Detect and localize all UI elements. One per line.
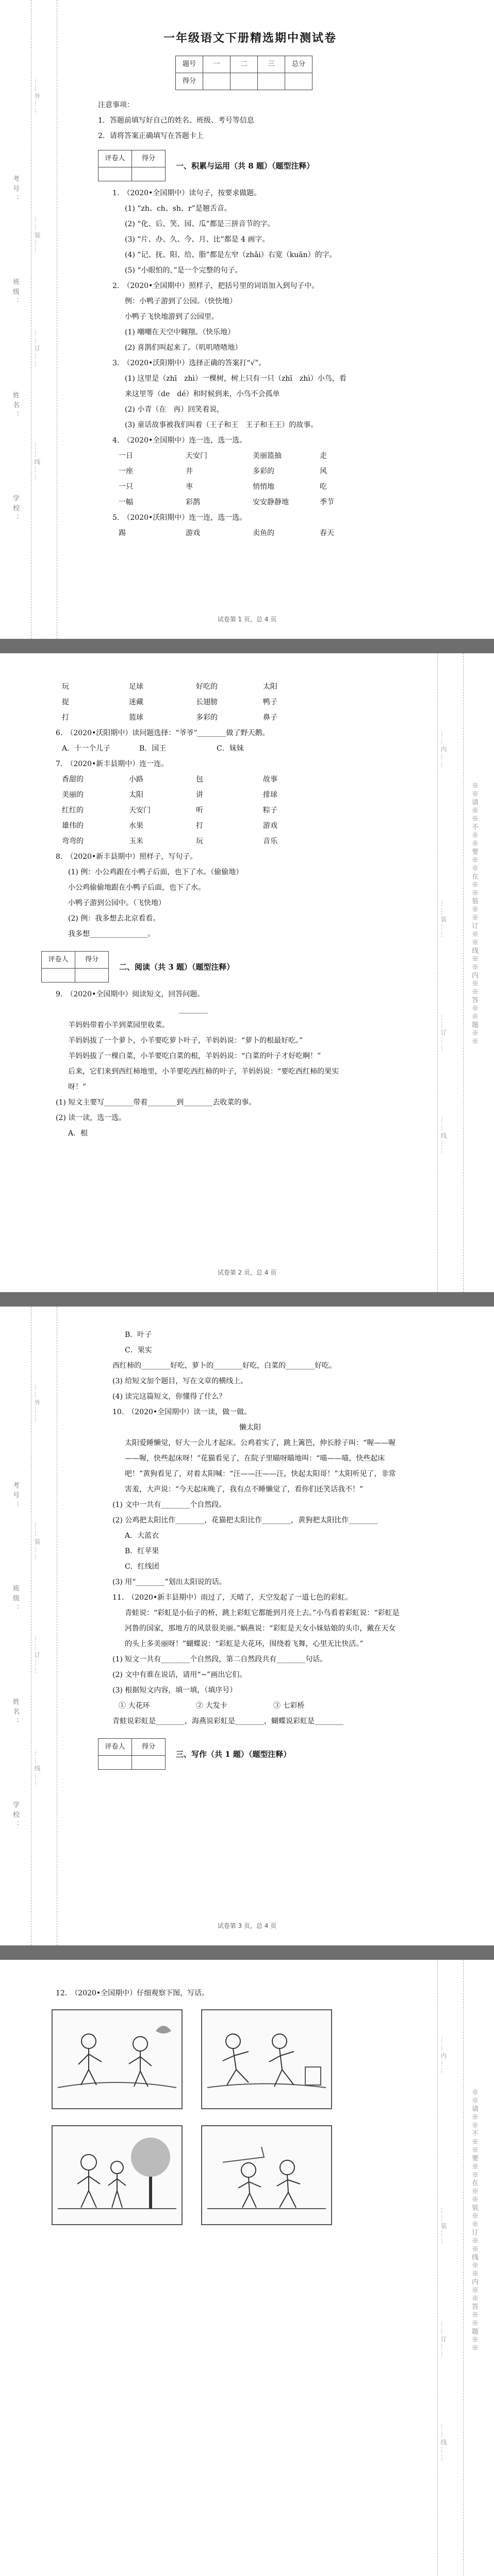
option[interactable]: C．果实 bbox=[125, 1346, 152, 1354]
question-line: 小鸭子飞快地游到了公园里。 bbox=[125, 313, 219, 321]
match-row: 红红的 天安门 听 粽子 bbox=[62, 806, 277, 815]
binding-gutter-right bbox=[432, 653, 494, 1292]
exam-title: 一年级语文下册精选期中测试卷 bbox=[163, 32, 337, 45]
match-row: 玩 足球 好吃的 太阳 bbox=[62, 683, 277, 691]
question-line: (3) 童话故事被我们叫着（王子和王 王子和王王）的故事。 bbox=[125, 421, 318, 429]
page-footer: 试卷第 1 页，总 4 页 bbox=[217, 616, 277, 623]
option[interactable]: C．红线团 bbox=[125, 1563, 159, 1571]
question-2-stem: 2. （2020•全国期中）照样子，把括号里的词语加入到句子中。 bbox=[112, 282, 319, 290]
page-footer: 试卷第 2 页，总 4 页 bbox=[217, 1269, 277, 1276]
question-3-stem: 3. （2020•沃阳期中）选择正确的答案打“√”。 bbox=[112, 359, 266, 367]
option[interactable]: ② 大发卡 bbox=[196, 1702, 227, 1710]
score-row-label: 得分 bbox=[176, 73, 203, 90]
notice bbox=[98, 97, 402, 144]
fold-label: ……装…… bbox=[440, 2207, 447, 2246]
grader-label: 评卷人 bbox=[98, 1739, 132, 1756]
option[interactable]: B．红苹果 bbox=[125, 1547, 159, 1555]
children-running-picture bbox=[202, 2010, 331, 2108]
passage-title: 懒太阳 bbox=[239, 1423, 261, 1432]
fold-label: ……外…… bbox=[34, 77, 41, 116]
match-row: 一幅 彩鹊 安安静静地 季节 bbox=[119, 498, 334, 506]
score-cell[interactable] bbox=[258, 73, 285, 90]
fold-label: ……内…… bbox=[440, 2037, 447, 2076]
sub-question: (1) 短文主要写________带着________到________去收菜的事。 bbox=[56, 1098, 256, 1107]
children-playing-picture bbox=[53, 2010, 182, 2108]
sub-question: (3) 给短文加个题目，写在文章的横线上。 bbox=[112, 1377, 248, 1385]
score-cell[interactable] bbox=[203, 73, 230, 90]
children-tree-picture bbox=[53, 2126, 182, 2224]
name-label: 姓名： bbox=[11, 1698, 19, 1727]
grader-box bbox=[41, 951, 109, 982]
question-6-stem: 6. （2020•沃阳期中）读问题选择：“爷爷”________做了野天鹅。 bbox=[56, 729, 270, 737]
binding-gutter-left bbox=[0, 1307, 62, 1945]
question-line: (1) 嘲嘲在天空中翱翔。（快乐地） bbox=[125, 328, 235, 336]
passage-paragraph: 羊妈妈拔了一个萝卜，小羊要吃萝卜叶子，羊妈妈说：“萝卜的根最好吃。” bbox=[68, 1037, 303, 1045]
class-label: 班级： bbox=[11, 1585, 19, 1614]
passage-paragraph: 青蛙说：“彩虹是小仙子的桥，跳上彩虹它都能到月亮上去。”小鸟看着彩虹说：“彩虹是河鲁的国家，那地方的风景很美丽。”蜗燕说：“彩虹是天女小妹姑娘的头巾，戴在天女的头上多美丽呀！”蝴蝶说：“彩虹是大花环，围绕着飞舞，心里无比快活。” bbox=[125, 1609, 400, 1648]
grader-score-label: 得分 bbox=[132, 150, 166, 167]
score-header: 二 bbox=[230, 56, 258, 73]
no-answer-warning: ※※请※※不※※要※※在※※装※※订※※线※※内※※答※※题※※ bbox=[470, 2089, 478, 2352]
fold-label: ……装…… bbox=[34, 1523, 41, 1562]
section-title-1: 一、积累与运用（共 8 题）（题型注释） bbox=[176, 161, 315, 171]
school-label: 学校： bbox=[11, 495, 19, 524]
fold-label: ……内…… bbox=[440, 731, 447, 769]
sub-question: 青蛙说彩虹是________，海燕说彩虹是________，蝴蝶说彩虹是________ bbox=[112, 1717, 343, 1725]
match-row: 美丽的 太阳 讲 排球 bbox=[62, 791, 277, 799]
sub-question: (4) 读完这篇短文，你懂得了什么？ bbox=[112, 1393, 226, 1401]
question-line: 小鸭子游到公园中。（飞快地） bbox=[68, 899, 166, 907]
match-row: 雄伟的 水果 打 游戏 bbox=[62, 822, 277, 830]
grader-label: 评卷人 bbox=[42, 952, 75, 969]
score-header: 三 bbox=[258, 56, 285, 73]
exam-page-1 bbox=[0, 0, 494, 639]
picture-panel bbox=[201, 2009, 332, 2109]
question-11-stem: 11. （2020•新丰县期中）雨过了，天晴了，天空发起了一道七色的彩虹。 bbox=[112, 1594, 353, 1602]
question-1-stem: 1. （2020•全国期中）读句子，按要求做题。 bbox=[112, 189, 261, 197]
fold-label: ……订…… bbox=[34, 330, 41, 368]
number-label: 考号： bbox=[11, 1482, 19, 1511]
grader-label: 评卷人 bbox=[98, 150, 132, 167]
question-9-stem: 9. （2020•全国期中）阅读短文，回答问题。 bbox=[56, 990, 205, 998]
score-header: 题号 bbox=[176, 56, 203, 73]
option[interactable]: A．根 bbox=[68, 1129, 88, 1138]
class-label: 班级： bbox=[11, 278, 19, 308]
picture-grid bbox=[52, 2009, 340, 2236]
match-row: 弯弯的 玉米 玩 音乐 bbox=[62, 837, 277, 845]
binding-gutter-right bbox=[432, 1960, 494, 2576]
fold-label: ……线…… bbox=[34, 443, 41, 482]
page-footer: 试卷第 3 页，总 4 页 bbox=[217, 1922, 277, 1929]
match-row: 香甜的 小路 包 故事 bbox=[62, 775, 277, 784]
no-answer-warning: ※※请※※不※※要※※在※※装※※订※※线※※内※※答※※题※※ bbox=[470, 782, 478, 1046]
question-5-stem: 5. （2020•沃阳期中）连一连，选一选。 bbox=[112, 514, 247, 522]
fold-label: ……线…… bbox=[440, 2424, 447, 2462]
picture-panel bbox=[201, 2125, 332, 2225]
fold-label: ……线…… bbox=[440, 1117, 447, 1156]
match-row: 踢 游戏 卖鱼的 春天 bbox=[119, 529, 334, 537]
question-7-stem: 7. （2020•新丰县期中）连一连。 bbox=[56, 760, 169, 768]
question-12-stem: 12. （2020•全国期中）仔细观察下图，写话。 bbox=[56, 1989, 209, 1997]
question-line: (4) “记、抚、阳、给、脂”都是左窄（zhǎi）右宽（kuān）的字。 bbox=[125, 251, 337, 259]
question-line: (2) 例：我多想去北京看看。 bbox=[68, 914, 160, 923]
number-label: 考号： bbox=[11, 175, 19, 205]
passage-paragraph: 羊妈妈拔了一棵白菜，小羊要吃白菜的根，羊妈妈说：“白菜的叶子才好吃啊！” bbox=[68, 1052, 321, 1060]
children-helping-picture bbox=[202, 2126, 331, 2224]
name-label: 姓名： bbox=[11, 392, 19, 421]
exam-page-3 bbox=[0, 1307, 494, 1945]
passage-paragraph: 太阳爱睡懒觉，好大一会儿才起床。公鸡着实了，跳上篱笆，伸长脖子叫：“喔——喔——喔，快些起床呀！”花猫看见了，在院子里瞄呀瞄地叫：“喵——喵，快些起床吧！”黄狗看见了，对着太阳喊：“汪——汪——汪，快起太阳哥！”太阳听见了，非常害羞，大声说：“今天起床晚了，我有点不睡懒觉了，看你们还笑话我不！” bbox=[125, 1439, 396, 1494]
grader-score-label: 得分 bbox=[132, 1739, 166, 1756]
options-row bbox=[98, 1698, 402, 1714]
fold-label: ……订…… bbox=[440, 2320, 447, 2359]
score-header: 一 bbox=[203, 56, 230, 73]
question-line: 小公鸡偷偷地跟在小鸭子后面，也下了水。 bbox=[68, 884, 205, 892]
grader-box bbox=[98, 1738, 166, 1770]
section-title-3: 三、写作（共 1 题）（题型注释） bbox=[176, 1749, 291, 1759]
option[interactable]: C．妹妹 bbox=[217, 744, 244, 753]
match-row: 一只 枣 悄悄地 吃 bbox=[119, 483, 327, 491]
sub-question: (3) 用“________”划出太阳说的话。 bbox=[112, 1578, 226, 1586]
notice-title: 注意事项： bbox=[98, 101, 134, 109]
fold-label: ……订…… bbox=[34, 1636, 41, 1675]
question-line: 例：小鸭子游到了公园。（快快地） bbox=[125, 297, 237, 306]
option[interactable]: A．大蓝衣 bbox=[125, 1532, 159, 1540]
school-label: 学校： bbox=[11, 1801, 19, 1831]
option[interactable]: B．叶子 bbox=[125, 1331, 152, 1339]
picture-panel bbox=[52, 2125, 183, 2225]
sub-question: (3) 根据短文内容，填一填，（填序号） bbox=[112, 1686, 237, 1694]
notice-item: 2．请将答案正确填写在答题卡上 bbox=[98, 132, 204, 140]
options-row bbox=[41, 741, 345, 756]
fold-label: ……装…… bbox=[34, 216, 41, 255]
sub-question: 西红柿的________好吃，萝卜的________好吃，白菜的________好吃。 bbox=[112, 1362, 336, 1370]
question-line: 来这里等（de dé）和时候到来，小鸟不会孤单 bbox=[125, 390, 280, 398]
fold-label: ……订…… bbox=[440, 1014, 447, 1053]
passage-paragraph: 羊妈妈带着小羊到菜园里收菜。 bbox=[68, 1021, 169, 1029]
sub-question: (2) 公鸡把太阳比作________，花猫把太阳比作________，黄狗把太阳比作________ bbox=[112, 1516, 378, 1524]
question-line: (3) “片、办、久、今、月、比”都是 4 画字。 bbox=[125, 235, 270, 244]
option[interactable]: A．十一个儿子 bbox=[62, 744, 111, 753]
question-line: (5) “小眼怕的，”是一个完整的句子。 bbox=[125, 266, 242, 275]
exam-page-2 bbox=[0, 653, 494, 1292]
match-row: 打 篮球 多彩的 鼻子 bbox=[62, 714, 277, 722]
option[interactable]: ① 大花环 bbox=[119, 1702, 150, 1710]
fold-label: ……外…… bbox=[34, 1384, 41, 1422]
question-line: (1) 例：小公鸡跟在小鸭子后面，也下了水。（偷偷地） bbox=[68, 868, 243, 876]
option[interactable]: ③ 七彩桥 bbox=[273, 1702, 305, 1710]
passage-title-blank[interactable]: ________ bbox=[179, 1006, 208, 1014]
score-table bbox=[175, 56, 312, 90]
sub-question: (2) 读一读，选一选。 bbox=[56, 1114, 126, 1122]
binding-gutter-left bbox=[0, 0, 62, 639]
question-4-stem: 4. （2020•全国期中）连一连，选一选。 bbox=[112, 436, 247, 445]
match-row: 一座 井 多彩的 风 bbox=[119, 467, 327, 476]
question-line: (2) 小青（在 再）回笑着说， bbox=[125, 405, 224, 414]
question-line: (1) 这里是（zhī zhì）一棵树，树上只有一只（zhī zhì）小鸟，看 bbox=[125, 375, 347, 383]
sub-question: (1) 文中一共有________个自然段。 bbox=[112, 1501, 226, 1509]
score-cell[interactable] bbox=[285, 73, 312, 90]
score-header: 总分 bbox=[285, 56, 312, 73]
question-line: (2) “化、后、笑、园、瓜”都是三拼音节的字。 bbox=[125, 220, 275, 228]
sub-question: (2) 文中有谁在说话，请用“~”画出它们。 bbox=[112, 1671, 247, 1679]
question-8-stem: 8. （2020•新丰县期中）照样子，写句子。 bbox=[56, 853, 197, 861]
section-title-2: 二、阅读（共 3 题）（题型注释） bbox=[119, 962, 235, 972]
fold-label: ……线…… bbox=[34, 1750, 41, 1788]
question-10-stem: 10. （2020•全国期中）读一读，做一做。 bbox=[112, 1408, 252, 1416]
option[interactable]: B．国王 bbox=[139, 744, 167, 753]
match-row: 一日 天安门 美丽篮抽 走 bbox=[119, 452, 327, 460]
match-row: 捉 迷藏 长翅膀 鸭子 bbox=[62, 698, 277, 706]
sub-question: (1) 短文一共有________个自然段，第二自然段共有________句话。 bbox=[112, 1655, 327, 1664]
grader-box bbox=[98, 150, 166, 181]
exam-page-4 bbox=[0, 1960, 494, 2576]
picture-panel bbox=[52, 2009, 183, 2109]
score-cell[interactable] bbox=[230, 73, 258, 90]
notice-item: 1．答题前填写好自己的姓名、班级、考号等信息 bbox=[98, 116, 254, 125]
question-line: (1) “zh、ch、sh、r”是翘舌音。 bbox=[125, 205, 232, 213]
passage-paragraph: 后来，它们来到西红柿地里，小羊要吃西红柿的叶子，羊妈妈说：“要吃西红柿的果实呀！” bbox=[68, 1067, 339, 1091]
question-line: (2) 喜鹊们叫起来了。（叽叽喳喳地） bbox=[125, 344, 242, 352]
grader-score-label: 得分 bbox=[75, 952, 109, 969]
answer-line[interactable]: 我多想________________。 bbox=[68, 930, 155, 938]
fold-label: ……装…… bbox=[440, 901, 447, 939]
